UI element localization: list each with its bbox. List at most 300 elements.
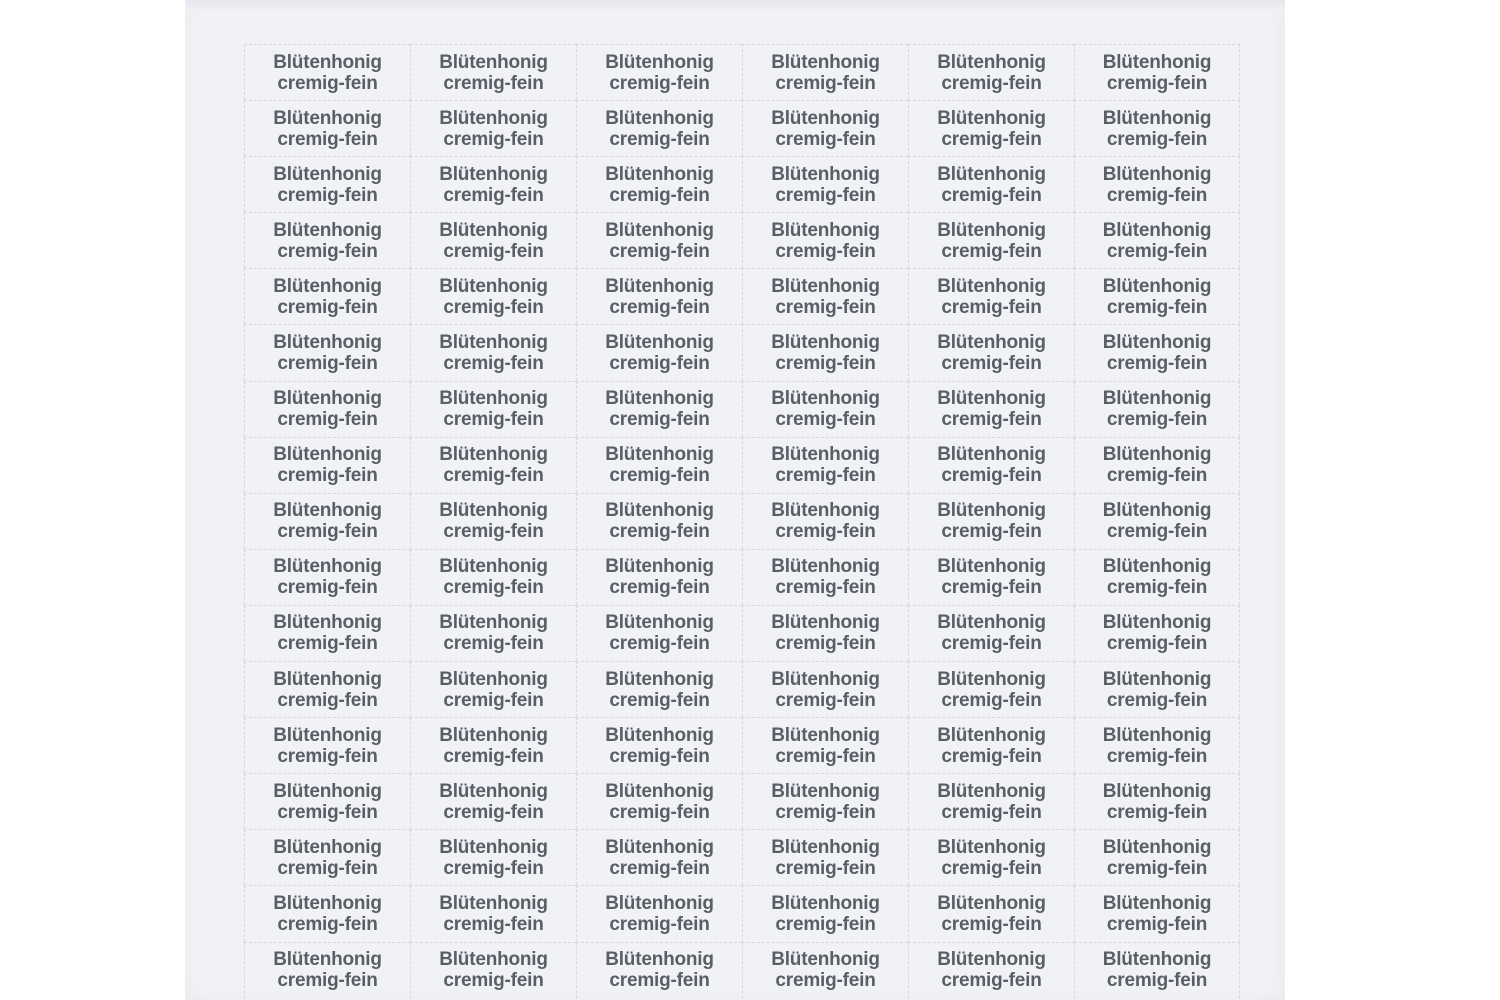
label-subtitle: cremig-fein	[941, 745, 1042, 767]
label-title: Blütenhonig	[1102, 332, 1212, 354]
label-title: Blütenhonig	[771, 556, 880, 578]
honey-label	[576, 212, 742, 268]
label-title: Blütenhonig	[605, 107, 714, 129]
honey-label	[1074, 100, 1240, 156]
label-subtitle: cremig-fein	[775, 745, 876, 767]
honey-label	[576, 773, 742, 829]
honey-label	[410, 773, 576, 829]
label-title: Blütenhonig	[273, 780, 382, 802]
label-title: Blütenhonig	[273, 388, 382, 410]
honey-label	[244, 661, 410, 717]
label-subtitle: cremig-fein	[941, 465, 1042, 487]
label-title: Blütenhonig	[605, 444, 714, 466]
honey-label	[742, 661, 908, 717]
label-subtitle: cremig-fein	[609, 689, 710, 711]
honey-label	[908, 605, 1074, 661]
honey-label	[576, 156, 742, 212]
label-title: Blütenhonig	[771, 780, 880, 802]
honey-label	[244, 605, 410, 661]
sheet-top-edge	[185, 0, 1285, 12]
label-subtitle: cremig-fein	[1106, 353, 1208, 375]
label-subtitle: cremig-fein	[941, 521, 1042, 543]
label-title: Blütenhonig	[273, 107, 382, 129]
label-subtitle: cremig-fein	[1106, 409, 1208, 431]
label-subtitle: cremig-fein	[443, 521, 544, 543]
honey-label	[908, 324, 1074, 380]
label-subtitle: cremig-fein	[1106, 465, 1208, 487]
label-subtitle: cremig-fein	[277, 633, 378, 655]
label-title: Blütenhonig	[273, 163, 382, 185]
label-subtitle: cremig-fein	[1106, 72, 1208, 94]
label-subtitle: cremig-fein	[443, 184, 544, 206]
label-title: Blütenhonig	[1102, 892, 1212, 914]
honey-label	[1074, 885, 1240, 941]
label-subtitle: cremig-fein	[775, 184, 876, 206]
honey-label	[908, 100, 1074, 156]
label-subtitle: cremig-fein	[443, 801, 544, 823]
label-title: Blütenhonig	[439, 107, 548, 129]
label-subtitle: cremig-fein	[775, 970, 876, 992]
honey-label	[908, 381, 1074, 437]
honey-label	[410, 156, 576, 212]
label-title: Blütenhonig	[771, 107, 880, 129]
label-subtitle: cremig-fein	[443, 353, 544, 375]
label-subtitle: cremig-fein	[1106, 296, 1208, 318]
label-subtitle: cremig-fein	[941, 633, 1042, 655]
label-title: Blütenhonig	[937, 836, 1046, 858]
label-subtitle: cremig-fein	[1106, 184, 1208, 206]
label-subtitle: cremig-fein	[277, 970, 378, 992]
honey-label	[244, 829, 410, 885]
label-subtitle: cremig-fein	[277, 128, 378, 150]
label-title: Blütenhonig	[439, 836, 548, 858]
label-subtitle: cremig-fein	[443, 465, 544, 487]
honey-label	[410, 100, 576, 156]
label-title: Blütenhonig	[273, 892, 382, 914]
honey-label	[576, 661, 742, 717]
label-subtitle: cremig-fein	[941, 857, 1042, 879]
label-subtitle: cremig-fein	[609, 801, 710, 823]
label-subtitle: cremig-fein	[1106, 801, 1208, 823]
honey-label	[908, 44, 1074, 100]
honey-label	[244, 156, 410, 212]
label-subtitle: cremig-fein	[1106, 689, 1208, 711]
label-title: Blütenhonig	[771, 444, 880, 466]
label-title: Blütenhonig	[937, 780, 1046, 802]
label-title: Blütenhonig	[1102, 724, 1212, 746]
honey-label	[742, 44, 908, 100]
label-title: Blütenhonig	[937, 275, 1046, 297]
label-title: Blütenhonig	[937, 51, 1046, 73]
label-title: Blütenhonig	[937, 500, 1046, 522]
label-subtitle: cremig-fein	[443, 689, 544, 711]
label-title: Blütenhonig	[937, 949, 1046, 971]
honey-label	[244, 44, 410, 100]
label-title: Blütenhonig	[1102, 500, 1212, 522]
honey-label	[410, 885, 576, 941]
label-title: Blütenhonig	[1102, 836, 1212, 858]
label-subtitle: cremig-fein	[277, 745, 378, 767]
label-subtitle: cremig-fein	[775, 521, 876, 543]
honey-label	[410, 381, 576, 437]
label-title: Blütenhonig	[605, 500, 714, 522]
label-title: Blütenhonig	[273, 332, 382, 354]
honey-label	[908, 942, 1074, 998]
label-title: Blütenhonig	[605, 163, 714, 185]
label-title: Blütenhonig	[771, 388, 880, 410]
honey-label	[742, 885, 908, 941]
label-subtitle: cremig-fein	[1106, 745, 1208, 767]
honey-label	[742, 212, 908, 268]
label-title: Blütenhonig	[439, 949, 548, 971]
label-title: Blütenhonig	[439, 388, 548, 410]
honey-label	[410, 493, 576, 549]
honey-label	[244, 381, 410, 437]
label-title: Blütenhonig	[937, 892, 1046, 914]
label-title: Blütenhonig	[937, 612, 1046, 634]
label-subtitle: cremig-fein	[941, 296, 1042, 318]
label-title: Blütenhonig	[605, 556, 714, 578]
honey-label	[1074, 773, 1240, 829]
label-subtitle: cremig-fein	[775, 240, 876, 262]
honey-label	[742, 437, 908, 493]
honey-label	[576, 829, 742, 885]
label-title: Blütenhonig	[771, 219, 880, 241]
honey-label	[908, 829, 1074, 885]
label-subtitle: cremig-fein	[443, 577, 544, 599]
honey-label	[1074, 381, 1240, 437]
honey-label	[1074, 212, 1240, 268]
label-subtitle: cremig-fein	[775, 913, 876, 935]
honey-label	[908, 493, 1074, 549]
honey-label	[908, 885, 1074, 941]
honey-label	[576, 942, 742, 998]
label-title: Blütenhonig	[937, 668, 1046, 690]
label-subtitle: cremig-fein	[277, 689, 378, 711]
honey-label	[410, 44, 576, 100]
honey-label	[244, 773, 410, 829]
honey-label	[244, 493, 410, 549]
honey-label	[410, 437, 576, 493]
label-title: Blütenhonig	[771, 949, 880, 971]
label-title: Blütenhonig	[771, 275, 880, 297]
honey-label	[742, 605, 908, 661]
honey-label	[742, 829, 908, 885]
label-title: Blütenhonig	[273, 444, 382, 466]
label-title: Blütenhonig	[439, 724, 548, 746]
honey-label	[410, 268, 576, 324]
label-subtitle: cremig-fein	[775, 857, 876, 879]
label-subtitle: cremig-fein	[775, 801, 876, 823]
label-title: Blütenhonig	[937, 163, 1046, 185]
label-subtitle: cremig-fein	[1106, 633, 1208, 655]
label-subtitle: cremig-fein	[443, 128, 544, 150]
honey-label	[742, 381, 908, 437]
label-subtitle: cremig-fein	[609, 857, 710, 879]
label-subtitle: cremig-fein	[443, 72, 544, 94]
label-subtitle: cremig-fein	[277, 72, 378, 94]
label-subtitle: cremig-fein	[1106, 521, 1208, 543]
honey-label	[908, 268, 1074, 324]
label-subtitle: cremig-fein	[941, 970, 1042, 992]
label-subtitle: cremig-fein	[609, 184, 710, 206]
honey-label	[576, 549, 742, 605]
label-title: Blütenhonig	[937, 724, 1046, 746]
honey-label	[1074, 156, 1240, 212]
label-title: Blütenhonig	[605, 51, 714, 73]
label-subtitle: cremig-fein	[277, 353, 378, 375]
honey-label	[908, 773, 1074, 829]
honey-label	[576, 44, 742, 100]
label-title: Blütenhonig	[937, 107, 1046, 129]
label-title: Blütenhonig	[1102, 219, 1212, 241]
label-title: Blütenhonig	[771, 612, 880, 634]
honey-label	[908, 717, 1074, 773]
honey-label	[410, 717, 576, 773]
label-title: Blütenhonig	[273, 556, 382, 578]
label-subtitle: cremig-fein	[277, 801, 378, 823]
label-title: Blütenhonig	[771, 163, 880, 185]
label-title: Blütenhonig	[1102, 444, 1212, 466]
label-subtitle: cremig-fein	[609, 970, 710, 992]
label-title: Blütenhonig	[937, 556, 1046, 578]
honey-label	[1074, 324, 1240, 380]
label-title: Blütenhonig	[771, 668, 880, 690]
label-title: Blütenhonig	[605, 892, 714, 914]
label-subtitle: cremig-fein	[775, 465, 876, 487]
label-subtitle: cremig-fein	[609, 409, 710, 431]
honey-label	[908, 437, 1074, 493]
label-title: Blütenhonig	[439, 500, 548, 522]
label-subtitle: cremig-fein	[443, 857, 544, 879]
label-subtitle: cremig-fein	[443, 296, 544, 318]
label-title: Blütenhonig	[439, 332, 548, 354]
label-title: Blütenhonig	[1102, 556, 1212, 578]
honey-label	[244, 942, 410, 998]
label-title: Blütenhonig	[1102, 668, 1212, 690]
honey-label	[410, 605, 576, 661]
label-subtitle: cremig-fein	[941, 353, 1042, 375]
honey-label	[410, 549, 576, 605]
label-subtitle: cremig-fein	[775, 633, 876, 655]
label-subtitle: cremig-fein	[443, 913, 544, 935]
label-title: Blütenhonig	[1102, 388, 1212, 410]
label-subtitle: cremig-fein	[775, 296, 876, 318]
honey-label	[244, 437, 410, 493]
label-title: Blütenhonig	[771, 500, 880, 522]
honey-label	[576, 493, 742, 549]
label-subtitle: cremig-fein	[443, 745, 544, 767]
honey-label	[1074, 437, 1240, 493]
label-subtitle: cremig-fein	[609, 240, 710, 262]
label-title: Blütenhonig	[937, 444, 1046, 466]
label-subtitle: cremig-fein	[277, 240, 378, 262]
label-subtitle: cremig-fein	[609, 633, 710, 655]
honey-label	[742, 156, 908, 212]
label-subtitle: cremig-fein	[941, 240, 1042, 262]
honey-label	[576, 605, 742, 661]
label-title: Blütenhonig	[937, 219, 1046, 241]
honey-label	[1074, 605, 1240, 661]
honey-label	[1074, 717, 1240, 773]
label-title: Blütenhonig	[439, 612, 548, 634]
label-title: Blütenhonig	[1102, 275, 1212, 297]
label-title: Blütenhonig	[273, 219, 382, 241]
honey-label	[742, 942, 908, 998]
honey-label	[908, 212, 1074, 268]
label-title: Blütenhonig	[273, 275, 382, 297]
label-title: Blütenhonig	[1102, 780, 1212, 802]
label-subtitle: cremig-fein	[941, 913, 1042, 935]
honey-label	[576, 324, 742, 380]
honey-label	[576, 268, 742, 324]
label-title: Blütenhonig	[1102, 51, 1212, 73]
honey-label	[908, 661, 1074, 717]
honey-label	[1074, 44, 1240, 100]
label-title: Blütenhonig	[439, 219, 548, 241]
label-title: Blütenhonig	[771, 724, 880, 746]
label-subtitle: cremig-fein	[277, 577, 378, 599]
label-subtitle: cremig-fein	[277, 296, 378, 318]
label-title: Blütenhonig	[273, 949, 382, 971]
label-title: Blütenhonig	[605, 219, 714, 241]
label-subtitle: cremig-fein	[1106, 128, 1208, 150]
label-title: Blütenhonig	[605, 780, 714, 802]
label-subtitle: cremig-fein	[609, 745, 710, 767]
label-title: Blütenhonig	[273, 836, 382, 858]
label-subtitle: cremig-fein	[941, 184, 1042, 206]
honey-label	[742, 268, 908, 324]
honey-label	[244, 324, 410, 380]
label-subtitle: cremig-fein	[775, 577, 876, 599]
label-subtitle: cremig-fein	[277, 857, 378, 879]
label-subtitle: cremig-fein	[1106, 970, 1208, 992]
label-subtitle: cremig-fein	[775, 128, 876, 150]
label-title: Blütenhonig	[605, 949, 714, 971]
label-title: Blütenhonig	[605, 388, 714, 410]
honey-label	[244, 268, 410, 324]
honey-label	[742, 773, 908, 829]
label-subtitle: cremig-fein	[1106, 857, 1208, 879]
honey-label	[1074, 493, 1240, 549]
label-subtitle: cremig-fein	[941, 689, 1042, 711]
label-title: Blütenhonig	[439, 780, 548, 802]
honey-label	[1074, 549, 1240, 605]
label-title: Blütenhonig	[605, 332, 714, 354]
honey-label	[742, 324, 908, 380]
label-title: Blütenhonig	[273, 724, 382, 746]
honey-label	[410, 661, 576, 717]
label-title: Blütenhonig	[1102, 163, 1212, 185]
honey-label	[410, 942, 576, 998]
label-subtitle: cremig-fein	[443, 970, 544, 992]
honey-label	[908, 156, 1074, 212]
honey-label	[410, 212, 576, 268]
label-subtitle: cremig-fein	[609, 128, 710, 150]
honey-label	[576, 100, 742, 156]
label-title: Blütenhonig	[605, 668, 714, 690]
label-subtitle: cremig-fein	[775, 409, 876, 431]
label-subtitle: cremig-fein	[443, 240, 544, 262]
label-subtitle: cremig-fein	[609, 465, 710, 487]
honey-label	[742, 100, 908, 156]
label-title: Blütenhonig	[439, 668, 548, 690]
honey-label	[576, 437, 742, 493]
label-subtitle: cremig-fein	[941, 409, 1042, 431]
label-title: Blütenhonig	[937, 332, 1046, 354]
label-subtitle: cremig-fein	[941, 72, 1042, 94]
label-title: Blütenhonig	[273, 500, 382, 522]
honey-label	[908, 549, 1074, 605]
label-subtitle: cremig-fein	[277, 465, 378, 487]
label-subtitle: cremig-fein	[775, 353, 876, 375]
label-subtitle: cremig-fein	[941, 128, 1042, 150]
label-title: Blütenhonig	[605, 724, 714, 746]
label-title: Blütenhonig	[937, 388, 1046, 410]
label-subtitle: cremig-fein	[609, 296, 710, 318]
label-title: Blütenhonig	[771, 332, 880, 354]
label-grid	[244, 44, 1240, 998]
label-subtitle: cremig-fein	[609, 72, 710, 94]
label-title: Blütenhonig	[273, 612, 382, 634]
label-title: Blütenhonig	[605, 612, 714, 634]
label-subtitle: cremig-fein	[443, 633, 544, 655]
label-title: Blütenhonig	[273, 51, 382, 73]
label-title: Blütenhonig	[771, 51, 880, 73]
label-title: Blütenhonig	[1102, 949, 1212, 971]
label-subtitle: cremig-fein	[609, 577, 710, 599]
label-subtitle: cremig-fein	[609, 353, 710, 375]
label-title: Blütenhonig	[605, 275, 714, 297]
label-title: Blütenhonig	[439, 275, 548, 297]
honey-label	[244, 885, 410, 941]
label-subtitle: cremig-fein	[775, 72, 876, 94]
label-subtitle: cremig-fein	[443, 409, 544, 431]
honey-label	[244, 549, 410, 605]
honey-label	[576, 885, 742, 941]
honey-label	[1074, 829, 1240, 885]
honey-label	[410, 324, 576, 380]
label-subtitle: cremig-fein	[277, 184, 378, 206]
label-title: Blütenhonig	[439, 556, 548, 578]
honey-label	[742, 493, 908, 549]
label-title: Blütenhonig	[273, 668, 382, 690]
label-subtitle: cremig-fein	[941, 801, 1042, 823]
label-subtitle: cremig-fein	[277, 409, 378, 431]
honey-label	[244, 100, 410, 156]
honey-label	[742, 717, 908, 773]
label-subtitle: cremig-fein	[775, 689, 876, 711]
label-title: Blütenhonig	[771, 892, 880, 914]
honey-label	[1074, 942, 1240, 998]
honey-label	[742, 549, 908, 605]
label-subtitle: cremig-fein	[1106, 240, 1208, 262]
label-title: Blütenhonig	[439, 51, 548, 73]
honey-label	[1074, 268, 1240, 324]
label-subtitle: cremig-fein	[609, 913, 710, 935]
honey-label	[1074, 661, 1240, 717]
honey-label	[576, 717, 742, 773]
label-title: Blütenhonig	[771, 836, 880, 858]
label-subtitle: cremig-fein	[1106, 577, 1208, 599]
honey-label	[244, 717, 410, 773]
honey-label	[576, 381, 742, 437]
honey-label	[410, 829, 576, 885]
honey-label	[244, 212, 410, 268]
label-subtitle: cremig-fein	[941, 577, 1042, 599]
label-title: Blütenhonig	[439, 892, 548, 914]
label-subtitle: cremig-fein	[277, 521, 378, 543]
